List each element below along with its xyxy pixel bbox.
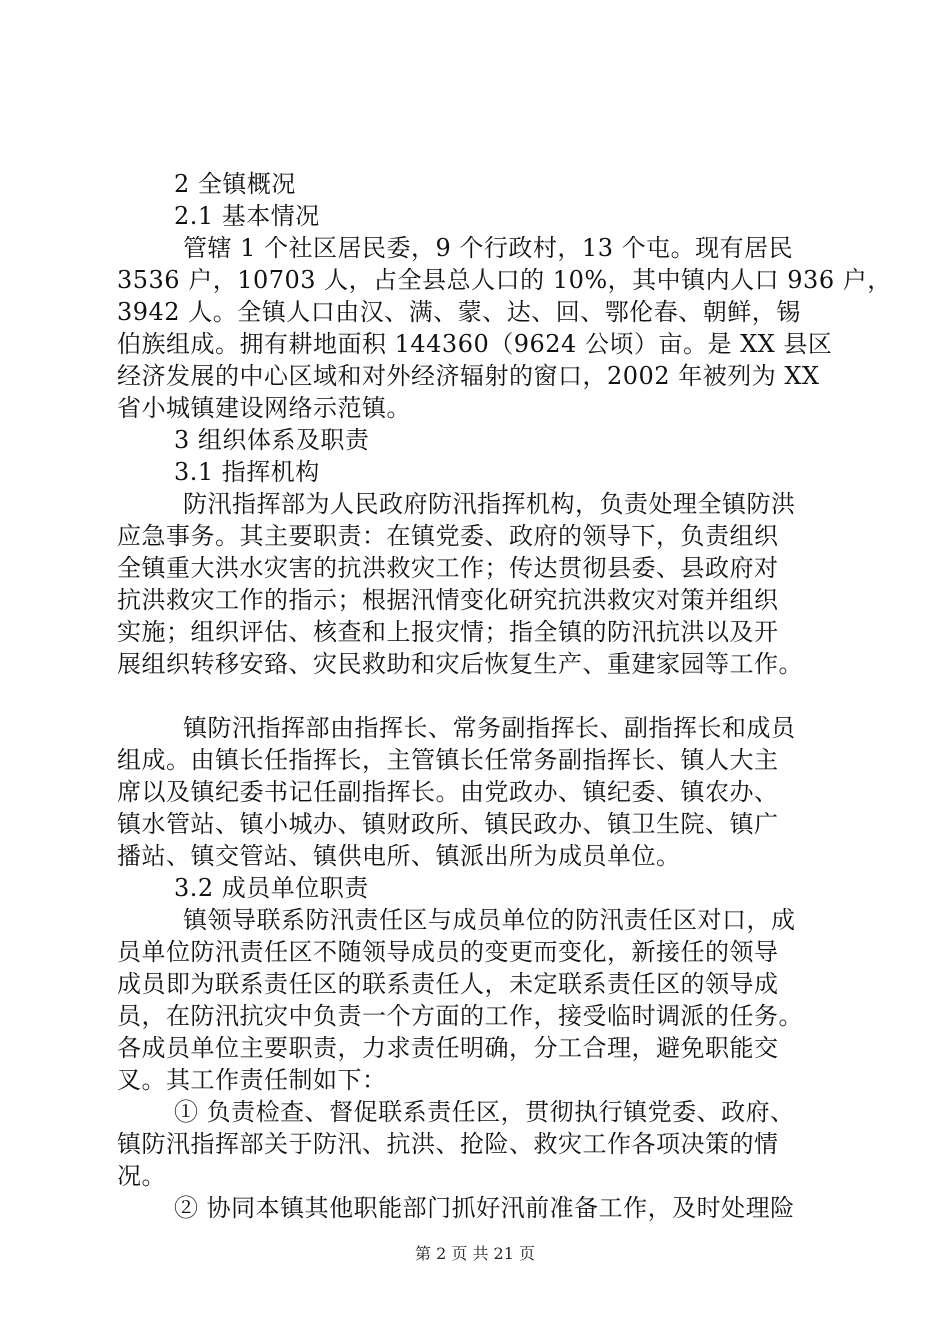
- text-line: 镇防汛指挥部由指挥长、常务副指挥长、副指挥长和成员: [183, 714, 796, 742]
- page-number-label: 第 2 页 共 21 页: [415, 1244, 535, 1263]
- text-line: 3942 人。全镇人口由汉、满、蒙、达、回、鄂伦春、朝鲜，锡: [117, 298, 801, 326]
- text-line: 伯族组成。拥有耕地面积 144360（9624 公顷）亩。是 XX 县区: [117, 330, 833, 358]
- text-line: 2 全镇概况: [174, 170, 296, 198]
- text-line: 叉。其工作责任制如下：: [117, 1066, 387, 1094]
- text-line: 2.1 基本情况: [174, 202, 320, 230]
- text-line: ① 负责检查、督促联系责任区，贯彻执行镇党委、政府、: [174, 1098, 795, 1126]
- text-line: 全镇重大洪水灾害的抗洪救灾工作；传达贯彻县委、县政府对: [117, 554, 779, 582]
- text-line: 播站、镇交管站、镇供电所、镇派出所为成员单位。: [117, 842, 681, 870]
- text-line: 经济发展的中心区域和对外经济辐射的窗口，2002 年被列为 XX: [117, 362, 820, 390]
- text-line: 3 组织体系及职责: [174, 426, 370, 454]
- text-line: 应急事务。其主要职责：在镇党委、政府的领导下，负责组织: [117, 522, 779, 550]
- text-line: 防汛指挥部为人民政府防汛指挥机构，负责处理全镇防洪: [183, 490, 796, 518]
- text-line: ② 协同本镇其他职能部门抓好汛前准备工作，及时处理险: [174, 1194, 795, 1222]
- text-line: 镇水管站、镇小城办、镇财政所、镇民政办、镇卫生院、镇广: [117, 810, 779, 838]
- blank-line: [117, 680, 837, 712]
- text-line: 管辖 1 个社区居民委，9 个行政村，13 个屯。现有居民: [183, 234, 794, 262]
- text-line: 镇领导联系防汛责任区与成员单位的防汛责任区对口，成: [183, 906, 796, 934]
- text-line: 抗洪救灾工作的指示；根据汛情变化研究抗洪救灾对策并组织: [117, 586, 779, 614]
- text-line: 展组织转移安臵、灾民救助和灾后恢复生产、重建家园等工作。: [117, 650, 803, 678]
- text-line: 况。: [117, 1162, 166, 1190]
- text-line: 各成员单位主要职责，力求责任明确，分工合理，避免职能交: [117, 1034, 779, 1062]
- text-line: 员单位防汛责任区不随领导成员的变更而变化，新接任的领导: [117, 938, 779, 966]
- text-line: 镇防汛指挥部关于防汛、抗洪、抢险、救灾工作各项决策的情: [117, 1130, 779, 1158]
- text-line: 3.1 指挥机构: [174, 458, 320, 486]
- text-line: 3536 户，10703 人，占全县总人口的 10%，其中镇内人口 936 户，: [117, 266, 892, 294]
- text-line: 成员即为联系责任区的联系责任人，未定联系责任区的领导成: [117, 970, 779, 998]
- text-line: 省小城镇建设网络示范镇。: [117, 394, 411, 422]
- text-line: 3.2 成员单位职责: [174, 874, 369, 902]
- document-body: [117, 168, 892, 1224]
- text-line: 组成。由镇长任指挥长，主管镇长任常务副指挥长、镇人大主: [117, 746, 779, 774]
- text-line: 员，在防汛抗灾中负责一个方面的工作，接受临时调派的任务。: [117, 1002, 803, 1030]
- text-line: 席以及镇纪委书记任副指挥长。由党政办、镇纪委、镇农办、: [117, 778, 779, 806]
- page-footer: [0, 1244, 950, 1264]
- text-line: 实施；组织评估、核查和上报灾情；指全镇的防汛抗洪以及开: [117, 618, 779, 646]
